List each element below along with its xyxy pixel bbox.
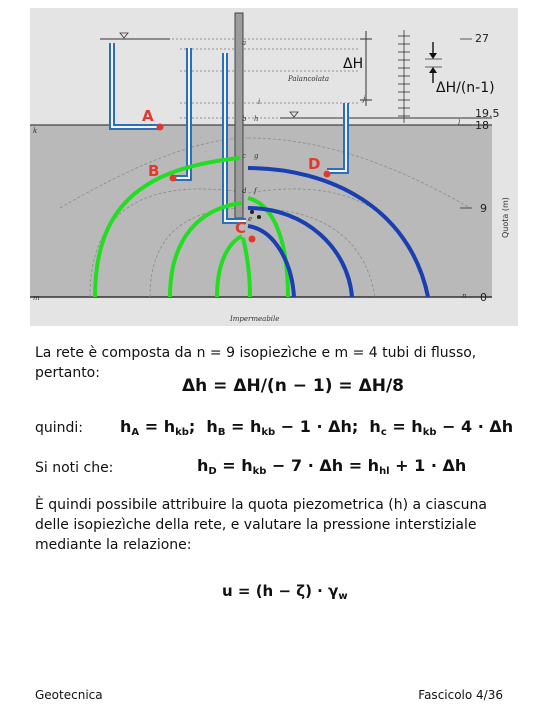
delta-h-label: ΔH xyxy=(343,56,364,72)
letter-a: a xyxy=(242,39,247,47)
elevation-19-5: 19.5 xyxy=(475,107,500,120)
point-c-marker xyxy=(249,236,256,243)
letter-l: l xyxy=(458,119,461,127)
letter-c: c xyxy=(242,152,246,160)
letter-b: b xyxy=(242,115,247,123)
point-a-marker xyxy=(157,124,164,131)
explanation-paragraph: È quindi possibile attribuire la quota piezometrica (h) a ciascuna delle isopiezìche della rete, e valutare la pressione interstiziale mediante la relazione: xyxy=(35,497,488,553)
formula-u: $u = (h - \zeta) \cdot \gamma_w$ xyxy=(222,582,348,602)
letter-h: h xyxy=(254,115,259,123)
water-triangle-icon xyxy=(120,33,128,38)
impermeabile-label: Impermeabile xyxy=(230,315,280,323)
label-c: C xyxy=(235,219,247,237)
head-scale-ticks xyxy=(398,30,442,123)
delta-h-n-label: ΔH/(n-1) xyxy=(436,80,495,96)
footer-left: Geotecnica xyxy=(35,688,103,702)
formula-delta-h: Δh = ΔH/(n − 1) = ΔH/8 xyxy=(182,376,404,396)
letter-k: k xyxy=(33,127,38,135)
palancolata-label: Palancolata xyxy=(288,75,330,83)
letter-e: e xyxy=(248,215,253,223)
letter-d: d xyxy=(242,187,247,195)
label-b: B xyxy=(148,162,160,180)
point-d-marker xyxy=(324,171,331,178)
point-b-marker xyxy=(170,175,177,182)
flow-net-figure xyxy=(30,8,518,326)
point-marker-small xyxy=(250,210,254,214)
letter-g: g xyxy=(254,152,259,160)
letter-n: n xyxy=(462,292,467,300)
label-a: A xyxy=(142,107,154,125)
letter-m: m xyxy=(33,294,40,302)
letter-j: j xyxy=(363,95,366,103)
elevation-27: 27 xyxy=(475,32,489,45)
formula-ha-hb-hc: $h_A = h_{kb}$; $h_B = h_{kb} - 1 \cdot \Delta h$; $h_c = h_{kb} - 4 \cdot \Delta h$ xyxy=(120,417,514,438)
quindi-label: quindi: xyxy=(35,420,84,436)
footer-right: Fascicolo 4/36 xyxy=(418,688,503,702)
flow-net-svg xyxy=(30,8,518,326)
point-marker-small xyxy=(257,215,261,219)
label-d: D xyxy=(308,155,321,173)
letter-i: i xyxy=(258,98,261,106)
letter-f: f xyxy=(254,187,257,195)
formula-hd: $h_D = h_{kb} - 7 \cdot \Delta h = h_{hl} + 1 \cdot \Delta h$ xyxy=(197,456,467,477)
y-axis-label: Quota (m) xyxy=(501,197,510,238)
elevation-9: 9 xyxy=(480,202,487,215)
intro-text: La rete è composta da n = 9 isopiezìche e m = 4 tubi di flusso, pertanto: xyxy=(35,345,477,381)
elevation-0: 0 xyxy=(480,291,487,304)
elevation-18: 18 xyxy=(475,119,489,132)
si-noti-label: Si noti che: xyxy=(35,460,114,476)
water-triangle-icon xyxy=(290,112,298,117)
